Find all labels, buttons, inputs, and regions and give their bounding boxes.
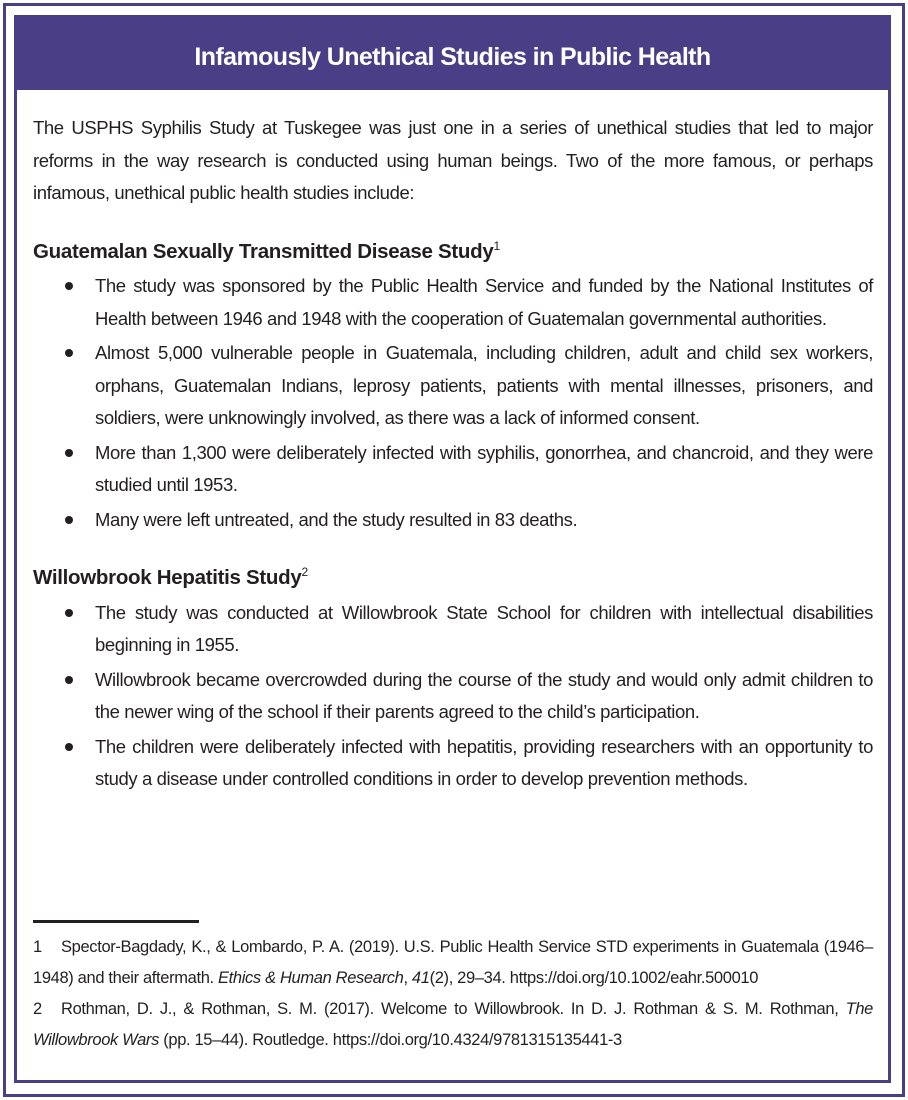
- title-banner: [14, 15, 891, 90]
- list-item-text: Almost 5,000 vulnerable people in Guatemala, including children, adult and child sex workers, orphans, Guatemalan Indians, leprosy patients, patients with mental illnesses, prisoners, and soldiers, were unknowingly involved, as there was a lack of informed consent.: [95, 342, 873, 428]
- list-item-text: More than 1,300 were deliberately infected with syphilis, gonorrhea, and chancroid, and they were studied until 1953.: [95, 441, 873, 495]
- book-title: The Willowbrook Wars: [33, 1000, 873, 1049]
- list-item: [33, 437, 873, 502]
- footnote-doi-link[interactable]: (pp. 15–44). Routledge. https://doi.org/10.4324/9781315135441-3: [158, 1031, 622, 1049]
- footnote-divider: [33, 920, 199, 923]
- footnote-text: Rothman, D. J., & Rothman, S. M. (2017). Welcome to Willowbrook. In D. J. Rothman & S. M. Rothman,: [61, 1000, 846, 1018]
- list-item: [33, 337, 873, 435]
- bullet-icon: [65, 609, 73, 617]
- bullet-icon: [65, 349, 73, 357]
- footnote-number: 2: [33, 1000, 42, 1018]
- footnote-2: [33, 994, 873, 1056]
- list-item-text: The study was conducted at Willowbrook State School for children with intellectual disabilities beginning in 1955.: [95, 601, 873, 655]
- section-heading-text: Guatemalan Sexually Transmitted Disease Study: [33, 239, 494, 263]
- list-item: [33, 270, 873, 335]
- list-item: [33, 731, 873, 796]
- list-item-text: Many were left untreated, and the study resulted in 83 deaths.: [95, 508, 578, 530]
- footnote-text: Spector-Bagdady, K., & Lombardo, P. A. (2019). U.S. Public Health Service STD experiments in Guatemala (1946–1948) and their aftermath.: [33, 938, 873, 987]
- footnote-1: [33, 932, 873, 994]
- bullet-icon: [65, 743, 73, 751]
- footnote-doi-link[interactable]: (2), 29–34. https://doi.org/10.1002/eahr.500010: [429, 969, 759, 987]
- footnote-text: ,: [403, 969, 412, 987]
- section-heading-willowbrook: [33, 562, 873, 595]
- main-content: [33, 112, 873, 796]
- willowbrook-bullet-list: [33, 597, 873, 796]
- list-item-text: Willowbrook became overcrowded during the course of the study and would only admit children to the newer wing of the school if their parents agreed to the child’s participation.: [95, 668, 873, 722]
- journal-title: Ethics & Human Research: [218, 969, 404, 987]
- section-heading-text: Willowbrook Hepatitis Study: [33, 566, 302, 589]
- footnote-number: 1: [33, 938, 42, 956]
- list-item: [33, 597, 873, 662]
- footnote-ref-1[interactable]: 1: [493, 238, 500, 253]
- bullet-icon: [65, 516, 73, 524]
- footnote-ref-2[interactable]: 2: [301, 565, 308, 580]
- bullet-icon: [65, 449, 73, 457]
- journal-volume: 41: [411, 969, 430, 987]
- list-item-text: The children were deliberately infected with hepatitis, providing researchers with an opportunity to study a disease under controlled conditions in order to develop prevention methods.: [95, 735, 873, 789]
- page-title: Infamously Unethical Studies in Public Health: [194, 43, 711, 71]
- intro-paragraph: The USPHS Syphilis Study at Tuskegee was just one in a series of unethical studies that led to major reforms in the way research is conducted using human beings. Two of the more famous, or perhaps infamous, unethical public health studies include:: [33, 117, 873, 203]
- bullet-icon: [65, 676, 73, 684]
- footnotes: [33, 932, 873, 1056]
- list-item: [33, 664, 873, 729]
- guatemalan-bullet-list: [33, 270, 873, 536]
- list-item: [33, 504, 873, 537]
- bullet-icon: [65, 282, 73, 290]
- list-item-text: The study was sponsored by the Public Health Service and funded by the National Institutes of Health between 1946 and 1948 with the cooperation of Guatemalan governmental authorities.: [95, 275, 873, 329]
- section-heading-guatemalan: [33, 236, 873, 269]
